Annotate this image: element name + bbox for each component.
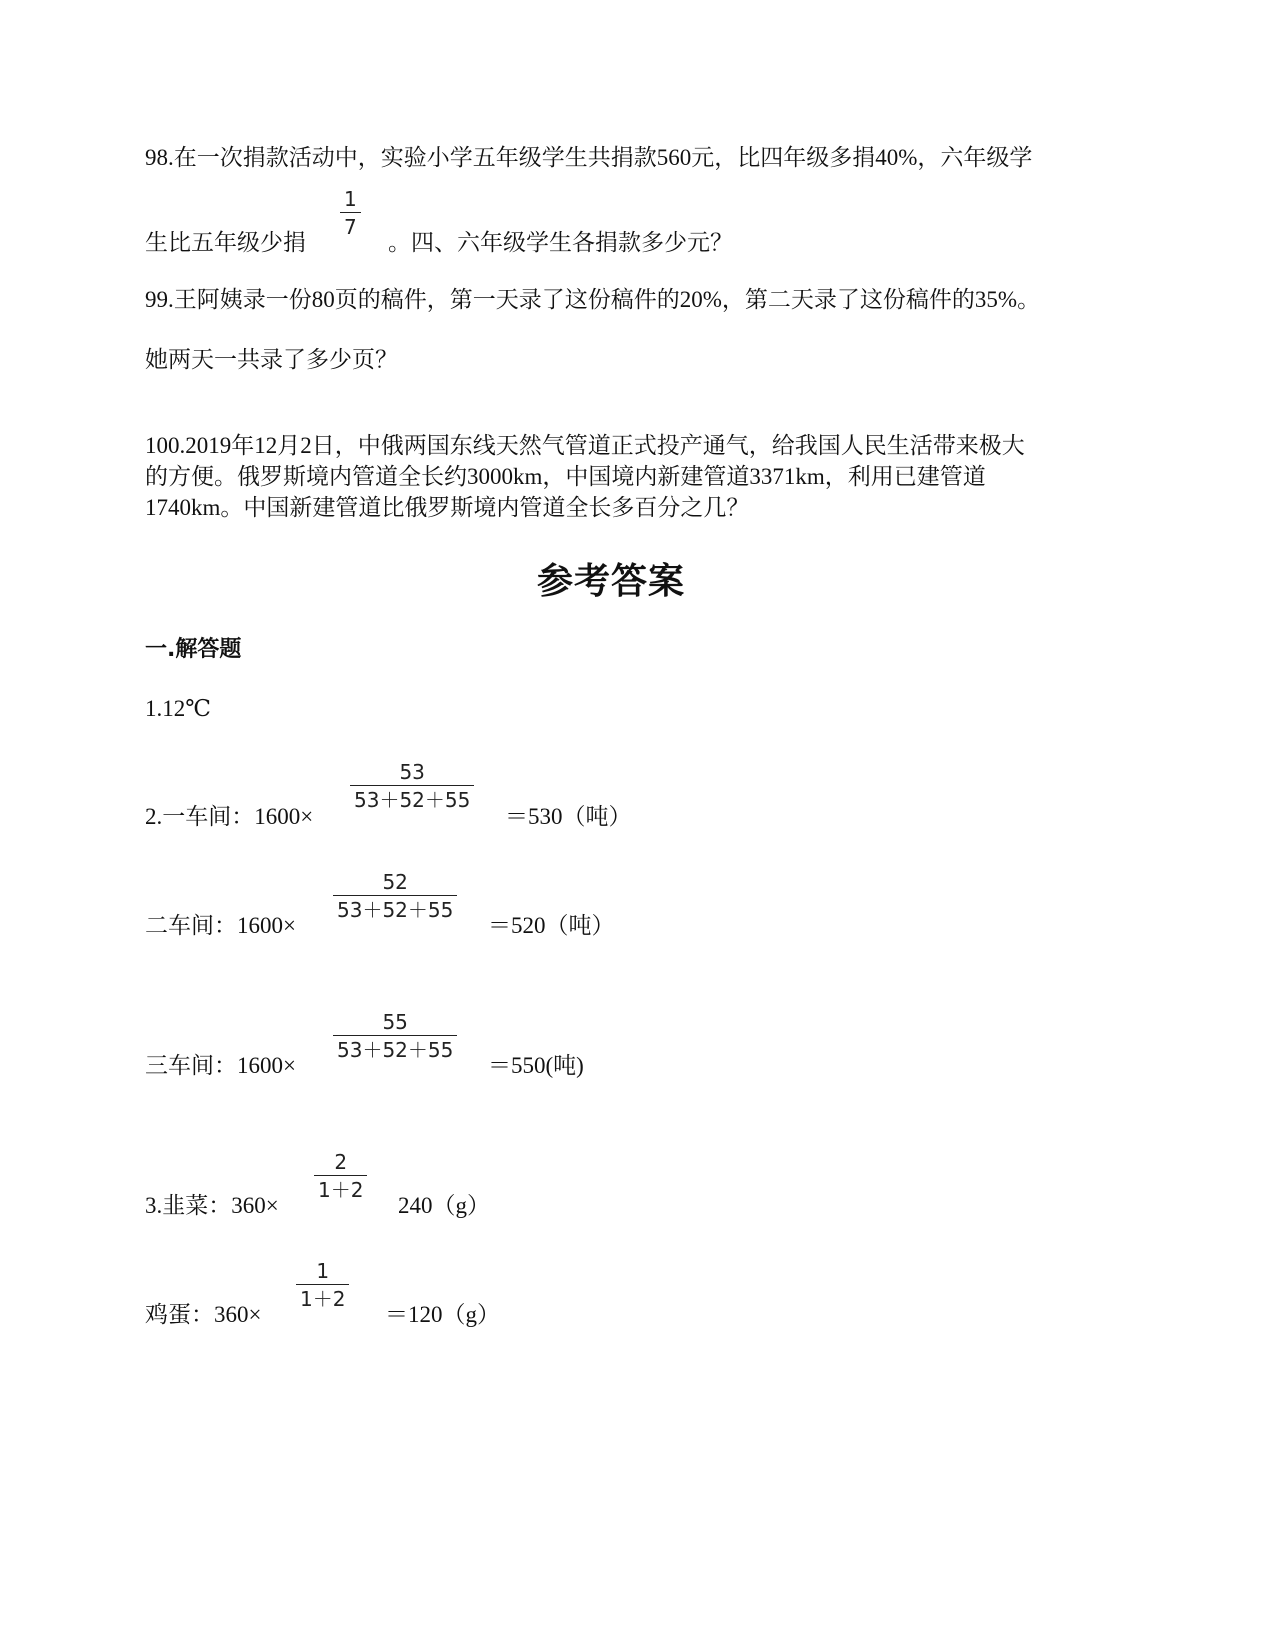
answer-2-row1-label: 2.一车间：1600×: [145, 804, 314, 829]
answer-3-row1-fraction: [314, 1150, 367, 1202]
answer-3-row2-fraction: [296, 1259, 349, 1311]
answer-2-row3-fraction: [333, 1010, 457, 1062]
q100-line3: 1740km。中国新建管道比俄罗斯境内管道全长多百分之几？: [145, 495, 750, 520]
fraction-numerator: 1: [316, 1259, 330, 1283]
q98-line2b: 。四、六年级学生各捐款多少元？: [388, 230, 733, 255]
answer-3-row1-label: 3.韭菜：360×: [145, 1193, 279, 1218]
fraction-denominator: 53＋52＋55: [337, 898, 454, 922]
fraction-bar: [350, 785, 474, 786]
answer-2-row2-fraction: [333, 870, 457, 922]
answer-2-row3-result: ＝550(吨): [488, 1053, 584, 1078]
answer-3-row1-result: 240（g）: [398, 1193, 490, 1218]
fraction-bar: [296, 1284, 349, 1285]
answer-2-row3-label: 三车间：1600×: [145, 1053, 296, 1078]
q98-fraction: [340, 187, 361, 239]
fraction-bar: [333, 1035, 457, 1036]
q98-line1: 98.在一次捐款活动中，实验小学五年级学生共捐款560元，比四年级多捐40%，六年级学: [145, 145, 1033, 170]
q100-line1: 100.2019年12月2日，中俄两国东线天然气管道正式投产通气，给我国人民生活带来极大: [145, 433, 1025, 458]
answer-1: 1.12℃: [145, 696, 211, 721]
fraction-numerator: 53: [399, 760, 425, 784]
answer-2-row2-label: 二车间：1600×: [145, 913, 296, 938]
fraction-denominator: 1＋2: [300, 1287, 346, 1311]
answer-3-row2-label: 鸡蛋：360×: [145, 1302, 262, 1327]
answer-3-row2-result: ＝120（g）: [385, 1302, 500, 1327]
section-heading: 一.解答题: [145, 637, 242, 662]
fraction-denominator: 53＋52＋55: [337, 1038, 454, 1062]
q100-line2: 的方便。俄罗斯境内管道全长约3000km，中国境内新建管道3371km，利用已建管道: [145, 464, 986, 489]
answers-title: 参考答案: [537, 561, 686, 602]
q99-line2: 她两天一共录了多少页？: [145, 347, 398, 372]
fraction-numerator: 52: [382, 870, 408, 894]
q99-line1: 99.王阿姨录一份80页的稿件，第一天录了这份稿件的20%，第二天录了这份稿件的35%。: [145, 287, 1041, 312]
fraction-denominator: 53＋52＋55: [354, 788, 471, 812]
fraction-numerator: 55: [382, 1010, 408, 1034]
fraction-bar: [340, 212, 361, 213]
answer-2-row1-fraction: [350, 760, 474, 812]
fraction-bar: [333, 895, 457, 896]
fraction-numerator: 2: [334, 1150, 348, 1174]
q98-fraction-numerator: 1: [344, 187, 357, 211]
answer-2-row2-result: ＝520（吨）: [488, 913, 615, 938]
fraction-bar: [314, 1175, 367, 1176]
q98-fraction-denominator: 7: [344, 215, 357, 239]
answer-2-row1-result: ＝530（吨）: [505, 804, 632, 829]
fraction-denominator: 1＋2: [318, 1178, 364, 1202]
q98-line2a: 生比五年级少捐: [145, 230, 306, 255]
